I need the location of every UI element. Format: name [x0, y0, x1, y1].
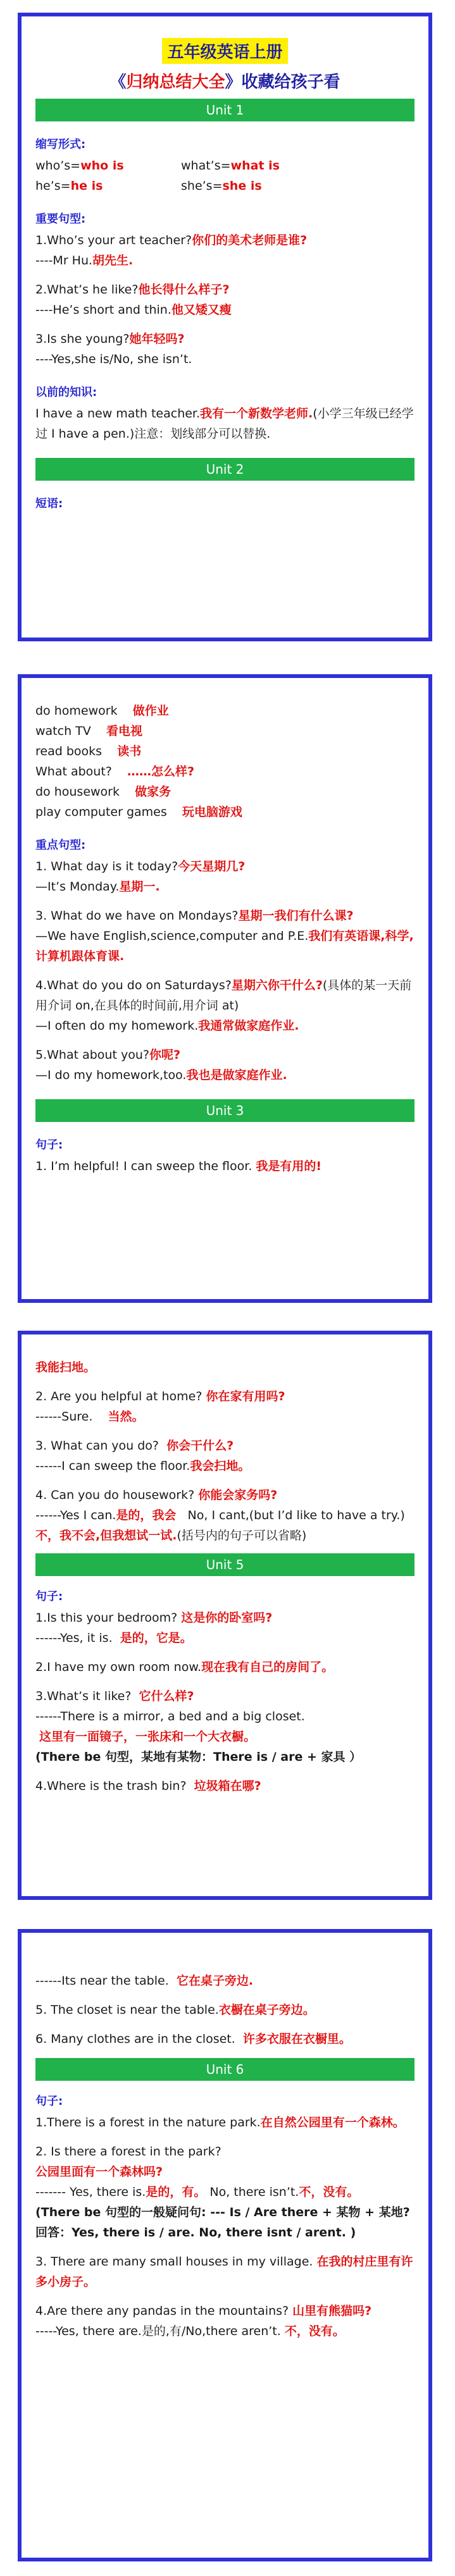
sentence: ----Yes,she is/No, she isn’t. — [35, 352, 192, 366]
sentence: 2.What’s he like?他长得什么样子? — [35, 283, 230, 297]
page-title: 五年级英语上册 — [162, 38, 287, 64]
key-sentences-heading: 重点句型: — [35, 839, 86, 852]
sentence: ----He’s short and thin.他又矮又瘦 — [35, 303, 232, 317]
sentence: ------- Yes, there is.是的，有。 No, there isn’t.不，没有。 — [35, 2185, 359, 2199]
sentence: 4.What do you do on Saturdays?星期六你干什么?(具体的某一天前用介词 on,在具体的时间前,用介词 at) — [35, 978, 412, 1013]
title-block — [35, 29, 414, 92]
sentences-heading: 句子: — [35, 2095, 63, 2108]
sentence: 3.Is she young?她年轻吗? — [35, 332, 185, 346]
sentence: —We have English,science,computer and P.E.我们有英语课,科学,计算机跟体育课. — [35, 929, 414, 963]
phrase-row: watch TV 看电视 — [35, 724, 142, 738]
sentence: ------I can sweep the floor.我会扫地。 — [35, 1459, 251, 1473]
card-unit6 — [18, 1929, 432, 2561]
note: (There be 句型，某地有某物：There is / are + 家具 ） — [35, 1750, 362, 1764]
sentence: —I do my homework,too.我也是做家庭作业. — [35, 1068, 287, 1082]
sentence: ------Sure. 当然。 — [35, 1410, 144, 1424]
sentence: ------Yes, it is. 是的，它是。 — [35, 1631, 192, 1645]
sentence: 5.What about you?你呢? — [35, 1048, 180, 1062]
sentence: 2. Is there a forest in the park? — [35, 2145, 221, 2159]
phrase-row: What about? ……怎么样? — [35, 765, 195, 779]
sentence: 4.Are there any pandas in the mountains? 山里有熊猫吗? — [35, 2304, 372, 2318]
sentence: 我能扫地。 — [35, 1360, 96, 1374]
sentence: 1.Who’s your art teacher?你们的美术老师是谁? — [35, 233, 308, 247]
phrase-row: play computer games 玩电脑游戏 — [35, 805, 242, 819]
sentence: 这里有一面镜子，一张床和一个大衣橱。 — [39, 1730, 256, 1744]
phrase-row: read books 读书 — [35, 744, 142, 758]
unit-3-bar: Unit 3 — [35, 1099, 414, 1122]
sentence: 2.I have my own room now.现在我有自己的房间了。 — [35, 1660, 334, 1674]
previous-knowledge-heading: 以前的知识: — [35, 386, 97, 399]
sentence: ----Mr Hu.胡先生. — [35, 254, 134, 268]
note: (There be 句型的一般疑问句: --- Is / Are there + 某物 + 某地? 回答：Yes, there is / are. No, there isnt / arent. ) — [35, 2205, 410, 2240]
card-unit2 — [18, 674, 432, 1303]
sentence: 1.There is a forest in the nature park.在自然公园里有一个森林。 — [35, 2116, 405, 2129]
sentences-heading: 句子: — [35, 1138, 63, 1152]
sentence: 3. What can you do? 你会干什么? — [35, 1439, 234, 1453]
sentence: 6. Many clothes are in the closet. 许多衣服在衣橱里。 — [35, 2032, 351, 2046]
sentence: 3. There are many small houses in my village. 在我的村庄里有许多小房子。 — [35, 2255, 413, 2289]
page-subtitle: 《归纳总结大全》收藏给孩子看 — [109, 73, 340, 92]
sentence: —I often do my homework.我通常做家庭作业. — [35, 1019, 299, 1033]
key-sentences-heading: 重要句型: — [35, 213, 86, 226]
card-unit1 — [18, 13, 432, 641]
abbr-row: he’s=he is she’s=she is — [35, 179, 262, 193]
unit-1-bar: Unit 1 — [35, 99, 414, 121]
sentence: 4.Where is the trash bin? 垃圾箱在哪? — [35, 1779, 261, 1793]
card-unit3-5 — [18, 1331, 432, 1900]
phrase-row: do homework 做作业 — [35, 704, 169, 718]
sentence: 公园里面有一个森林吗? — [35, 2165, 163, 2179]
sentence: ------There is a mirror, a bed and a big closet. — [35, 1710, 305, 1723]
unit-6-bar: Unit 6 — [35, 2058, 414, 2081]
phrase-row: do housework 做家务 — [35, 785, 171, 799]
sentence: 3.What’s it like? 它什么样? — [35, 1689, 194, 1703]
sentences-heading: 句子: — [35, 1590, 63, 1603]
sentence: ------Yes I can.是的，我会 No, I cant,(but I’d like to have a try.)不，我不会,但我想试一试.(括号内的句子可以省略) — [35, 1508, 405, 1543]
sentence: 4. Can you do housework? 你能会家务吗? — [35, 1488, 278, 1502]
abbr-row: who’s=who is what’s=what is — [35, 159, 280, 173]
unit-2-bar: Unit 2 — [35, 458, 414, 481]
sentence: 1. I’m helpful! I can sweep the floor. 我是有用的! — [35, 1159, 322, 1173]
sentence: —It’s Monday.星期一. — [35, 880, 160, 894]
sentence: I have a new math teacher.我有一个新数学老师.(小学三年级已经学过 I have a pen.)注意：划线部分可以替换. — [35, 407, 414, 441]
sentence: 5. The closet is near the table.衣橱在桌子旁边。 — [35, 2003, 315, 2017]
sentence: ------Its near the table. 它在桌子旁边. — [35, 1974, 254, 1988]
unit-5-bar: Unit 5 — [35, 1553, 414, 1576]
sentence: 1. What day is it today?今天星期几? — [35, 860, 246, 873]
abbr-heading: 缩写形式: — [35, 138, 86, 151]
sentence: 3. What do we have on Mondays?星期一我们有什么课? — [35, 909, 354, 923]
sentence: 2. Are you helpful at home? 你在家有用吗? — [35, 1390, 285, 1403]
sentence: -----Yes, there are.是的,有/No,there aren’t. 不，没有。 — [35, 2324, 345, 2338]
phrases-heading: 短语: — [35, 497, 63, 510]
sentence: 1.Is this your bedroom? 这是你的卧室吗? — [35, 1611, 273, 1625]
